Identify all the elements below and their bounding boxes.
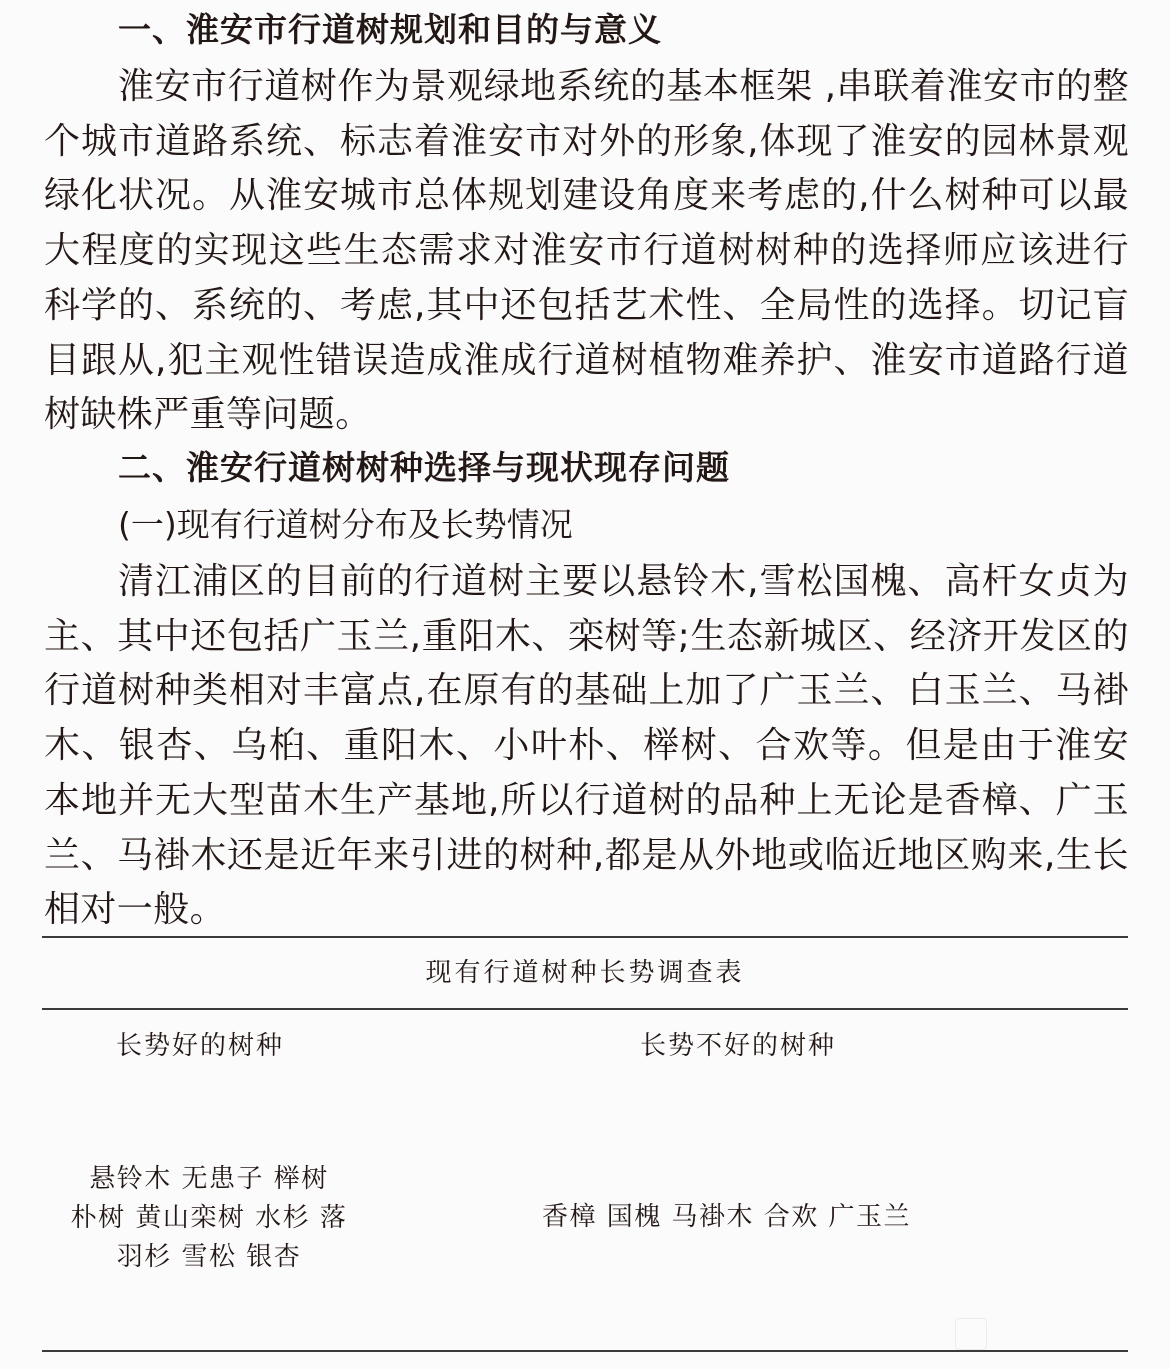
section-1-paragraph: 淮安市行道树作为景观绿地系统的基本框架 ,串联着淮安市的整个城市道路系统、标志着淮安市对外的形象,体现了淮安的园林景观绿化状况。从淮安城市总体规划建设角度来考虑的,什么树种可以最大程度的实现这些生态需求对淮安市行道树树种的选择师应该进行科学的、系统的、考虑,其中还包括艺术性、全局性的选择。切记盲目跟从,犯主观性错误造成淮成行道树植物难养护、淮安市道路行道树缺株严重等问题。 — [44, 66, 1129, 436]
column-header-bad: 长势不好的树种 — [640, 1031, 837, 1061]
section-1-heading: 一、淮安市行道树规划和目的与意义 — [118, 10, 662, 49]
section-2-subheading: (一)现有行道树分布及长势情况 — [118, 505, 573, 544]
bad-species-cell: 香樟 国槐 马褂木 合欢 广玉兰 — [542, 1202, 912, 1232]
column-header-good: 长势好的树种 — [116, 1031, 285, 1061]
section-2-heading: 二、淮安行道树树种选择与现状现存问题 — [118, 448, 730, 487]
table-top-rule — [42, 936, 1128, 938]
table-header-rule — [42, 1008, 1128, 1010]
table-bottom-rule — [42, 1350, 1128, 1352]
good-species-line: 朴树 黄山栾树 水杉 落 — [70, 1203, 348, 1233]
section-2-paragraph: 清江浦区的目前的行道树主要以悬铃木,雪松国槐、高杆女贞为主、其中还包括广玉兰,重阳木、栾树等;生态新城区、经济开发区的行道树种类相对丰富点,在原有的基础上加了广玉兰、白玉兰、马褂木、银杏、乌桕、重阳木、小叶朴、榉树、合欢等。但是由于淮安本地并无大型苗木生产基地,所以行道树的品种上无论是香樟、广玉兰、马褂木还是近年来引进的树种,都是从外地或临近地区购来,生长相对一般。 — [44, 561, 1129, 931]
watermark-icon — [955, 1318, 987, 1350]
good-species-line: 羽杉 雪松 银杏 — [116, 1242, 302, 1272]
good-species-cell — [44, 1160, 374, 1277]
table-title: 现有行道树种长势调查表 — [425, 958, 745, 988]
good-species-line: 悬铃木 无患子 榉树 — [89, 1164, 329, 1194]
